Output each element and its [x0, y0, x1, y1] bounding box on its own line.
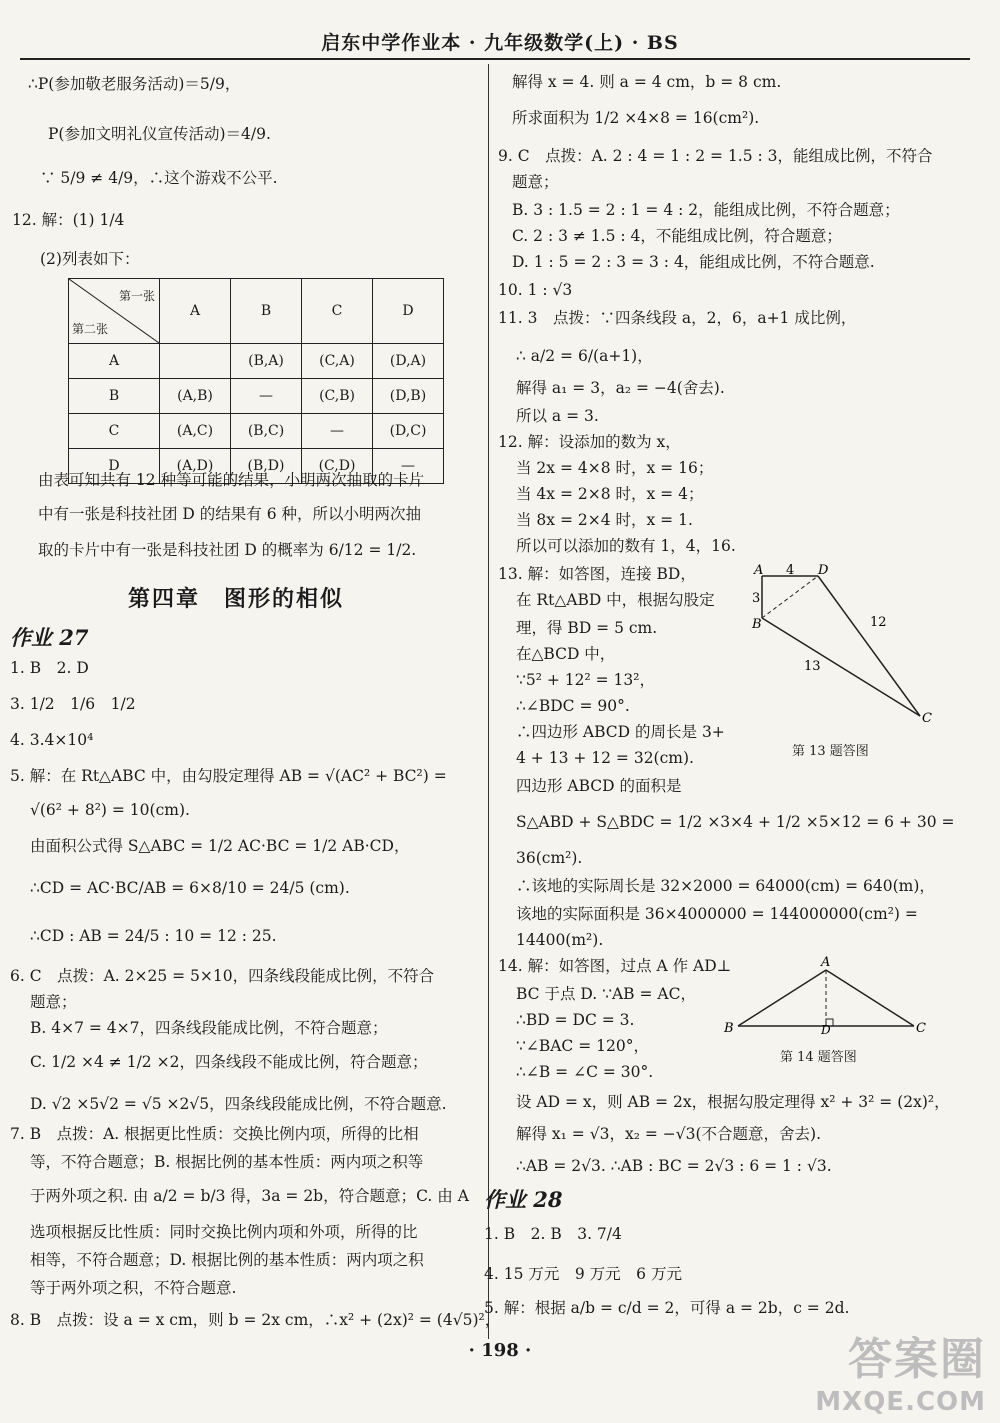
text-line: 5. 解：在 Rt△ABC 中，由勾股定理得 AB = √(AC² + BC²) = [10, 767, 447, 785]
fig14-label-b: B [724, 1021, 734, 1034]
fig13-label-a: A [754, 563, 764, 578]
text-line: 解得 x = 4. 则 a = 4 cm，b = 8 cm. [512, 73, 782, 91]
text-line: C. 2 : 3 ≠ 1.5 : 4，不能组成比例，符合题意； [512, 227, 842, 245]
text-line: 14400(m²). [516, 931, 604, 949]
figure-13-caption: 第 13 题答图 [792, 744, 869, 759]
text-line: ∴CD = AC·BC/AB = 6×8/10 = 24/5 (cm). [30, 879, 350, 897]
text-line: ∴该地的实际周长是 32×2000 = 64000(cm) = 640(m)， [516, 877, 935, 895]
table-cell: — [302, 414, 373, 449]
text-line: C. 1/2 ×4 ≠ 1/2 ×2，四条线段不能成比例，符合题意； [30, 1053, 428, 1071]
text-line: 所以可以添加的数有 1，4，16. [516, 537, 736, 555]
corner-label-bottom: 第二张 [72, 322, 109, 336]
text-line: ∴CD : AB = 24/5 : 10 = 12 : 25. [30, 927, 277, 945]
watermark-url: MXQE.COM [815, 1387, 986, 1417]
text-line: 7. B 点拨：A. 根据更比性质：交换比例内项，所得的比相 [10, 1125, 419, 1143]
table-cell: (B,D) [231, 449, 302, 484]
text-line: 12. 解：(1) 1/4 [12, 211, 125, 229]
text-line: ∴∠BDC = 90°. [516, 697, 630, 715]
text-line: 于两外项之积. 由 a/2 = b/3 得，3a = 2b，符合题意；C. 由 A [30, 1187, 469, 1205]
figure-14-triangle [722, 952, 932, 1034]
table-col-header: A [160, 279, 231, 344]
text-line: ∵ 5/9 ≠ 4/9，∴这个游戏不公平. [40, 169, 278, 187]
text-line: 1. B 2. D [10, 659, 89, 677]
table-col-header: B [231, 279, 302, 344]
text-line: 等，不符合题意；B. 根据比例的基本性质：两内项之积等 [30, 1153, 424, 1171]
text-line: 4. 3.4×10⁴ [10, 731, 94, 749]
section-heading: 作业 27 [10, 625, 89, 650]
table-cell: — [231, 379, 302, 414]
table-row [69, 414, 444, 449]
text-line: 题意； [30, 993, 77, 1011]
text-line: (2)列表如下： [40, 250, 140, 268]
text-line: 13. 解：如答图，连接 BD， [498, 565, 696, 583]
table-cell: (B,A) [231, 344, 302, 379]
text-line: ∴P(参加敬老服务活动)＝5/9， [28, 75, 241, 93]
section-heading: 作业 28 [484, 1187, 563, 1212]
text-line: 12. 解：设添加的数为 x， [498, 433, 681, 451]
text-line: 36(cm²). [516, 849, 583, 867]
page-number: · 198 · [468, 1340, 532, 1361]
figure-13-quadrilateral [748, 560, 938, 730]
table-row-header: B [69, 379, 160, 414]
text-line: 11. 3 点拨：∵四条线段 a，2，6，a+1 成比例， [498, 309, 857, 327]
text-line: 在 Rt△ABD 中，根据勾股定 [516, 591, 715, 609]
table-cell: (D,B) [373, 379, 444, 414]
text-line: 解得 x₁ = √3，x₂ = −√3(不合题意，舍去). [516, 1125, 822, 1143]
table-row [69, 344, 444, 379]
fig13-len-bc: 13 [804, 659, 821, 674]
text-line: 选项根据反比性质：同时交换比例内项和外项，所得的比 [30, 1223, 418, 1241]
text-line: 4. 15 万元 9 万元 6 万元 [484, 1265, 682, 1283]
table-cell: (A,D) [160, 449, 231, 484]
table-header-row [69, 279, 444, 344]
table-row-header: D [69, 449, 160, 484]
text-line: 1. B 2. B 3. 7/4 [484, 1225, 622, 1243]
text-line: B. 3 : 1.5 = 2 : 1 = 4 : 2，能组成比例，不符合题意； [512, 201, 900, 219]
text-line: BC 于点 D. ∵AB = AC， [516, 985, 696, 1003]
text-line: 由表可知共有 12 种等可能的结果，小明两次抽取的卡片 [38, 471, 425, 489]
table-cell: (A,B) [160, 379, 231, 414]
table-col-header: C [302, 279, 373, 344]
text-line: P(参加文明礼仪宣传活动)＝4/9. [48, 125, 271, 143]
table-cell: — [373, 449, 444, 484]
text-line: ∴四边形 ABCD 的周长是 3+ [516, 723, 725, 741]
fig13-label-d: D [818, 563, 829, 578]
figure-14-caption: 第 14 题答图 [780, 1050, 857, 1065]
corner-label-top: 第一张 [118, 289, 155, 303]
text-line: √(6² + 8²) = 10(cm). [30, 801, 190, 819]
text-line: D. √2 ×5√2 = √5 ×2√5，四条线段能成比例，不符合题意. [30, 1095, 447, 1113]
text-line: 理，得 BD = 5 cm. [516, 619, 658, 637]
table-cell: (C,D) [302, 449, 373, 484]
fig14-label-d: D [821, 1023, 831, 1034]
table-row [69, 379, 444, 414]
text-line: 相等，不符合题意；D. 根据比例的基本性质：两内项之积 [30, 1251, 424, 1269]
text-line: 14. 解：如答图，过点 A 作 AD⊥ [498, 957, 732, 975]
page-header: 启东中学作业本 · 九年级数学(上) · BS [321, 32, 679, 54]
table-cell: (C,A) [302, 344, 373, 379]
fig14-label-c: C [916, 1021, 926, 1034]
text-line: 该地的实际面积是 36×4000000 = 144000000(cm²) = [516, 905, 918, 923]
text-line: 当 4x = 2×8 时，x = 4； [516, 485, 704, 503]
text-line: ∵∠BAC = 120°， [516, 1037, 649, 1055]
text-line: 所求面积为 1/2 ×4×8 = 16(cm²). [512, 109, 760, 127]
text-line: B. 4×7 = 4×7，四条线段能成比例，不符合题意； [30, 1019, 388, 1037]
text-line: 等于两外项之积，不符合题意. [30, 1279, 237, 1297]
text-line: S△ABD + S△BDC = 1/2 ×3×4 + 1/2 ×5×12 = 6 + 30 = [516, 813, 955, 831]
chapter-title: 第四章 图形的相似 [128, 586, 345, 612]
text-line: ∵5² + 12² = 13²， [516, 671, 655, 689]
text-line: ∴BD = DC = 3. [516, 1011, 635, 1029]
text-line: ∴∠B = ∠C = 30°. [516, 1063, 654, 1081]
text-line: 所以 a = 3. [516, 407, 599, 425]
table-corner-cell [69, 279, 160, 344]
text-line: 当 8x = 2×4 时，x = 1. [516, 511, 693, 529]
fig13-label-c: C [922, 711, 932, 726]
text-line: 取的卡片中有一张是科技社团 D 的概率为 6/12 = 1/2. [38, 541, 417, 559]
fig13-label-b: B [752, 617, 762, 632]
watermark [815, 1323, 986, 1417]
outcome-table [68, 278, 444, 484]
text-line: 题意； [512, 173, 559, 191]
text-line: 8. B 点拨：设 a = x cm，则 b = 2x cm，∴x² + (2x)² = (4√5)²， [10, 1311, 501, 1329]
text-line: 解得 a₁ = 3，a₂ = −4(舍去). [516, 379, 725, 397]
fig13-len-ad: 4 [786, 563, 795, 578]
text-line: 4 + 13 + 12 = 32(cm). [516, 749, 694, 767]
table-cell: (D,A) [373, 344, 444, 379]
table-cell: (B,C) [231, 414, 302, 449]
table-cell: (D,C) [373, 414, 444, 449]
text-line: 四边形 ABCD 的面积是 [516, 777, 682, 795]
fig14-label-a: A [821, 955, 831, 970]
table-cell: (A,C) [160, 414, 231, 449]
text-line: ∴ a/2 = 6/(a+1)， [516, 347, 653, 365]
text-line: D. 1 : 5 = 2 : 3 = 3 : 4，能组成比例，不符合题意. [512, 253, 875, 271]
text-line: ∴AB = 2√3. ∴AB : BC = 2√3 : 6 = 1 : √3. [516, 1157, 832, 1175]
text-line: 9. C 点拨：A. 2 : 4 = 1 : 2 = 1.5 : 3，能组成比例，不符合 [498, 147, 933, 165]
text-line: 中有一张是科技社团 D 的结果有 6 种，所以小明两次抽 [38, 505, 421, 523]
table-row-header: A [69, 344, 160, 379]
text-line: 当 2x = 4×8 时，x = 16； [516, 459, 714, 477]
text-line: 3. 1/2 1/6 1/2 [10, 695, 136, 713]
text-line: 6. C 点拨：A. 2×25 = 5×10，四条线段能成比例，不符合 [10, 967, 435, 985]
text-line: 在△BCD 中， [516, 645, 616, 663]
text-line: 5. 解：根据 a/b = c/d = 2，可得 a = 2b，c = 2d. [484, 1299, 850, 1317]
table-cell: (C,B) [302, 379, 373, 414]
watermark-logo-text: 答案圈 [848, 1334, 986, 1385]
header-rule [20, 58, 970, 60]
table-row-header: C [69, 414, 160, 449]
text-line: 10. 1 : √3 [498, 281, 573, 299]
text-line: 由面积公式得 S△ABC = 1/2 AC·BC = 1/2 AB·CD， [30, 837, 410, 855]
table-cell [160, 344, 231, 379]
fig13-len-dc: 12 [870, 615, 887, 630]
table-col-header: D [373, 279, 444, 344]
column-divider [488, 64, 489, 1339]
text-line: 设 AD = x，则 AB = 2x，根据勾股定理得 x² + 3² = (2x)²， [516, 1093, 950, 1111]
fig13-len-ab: 3 [752, 591, 761, 606]
